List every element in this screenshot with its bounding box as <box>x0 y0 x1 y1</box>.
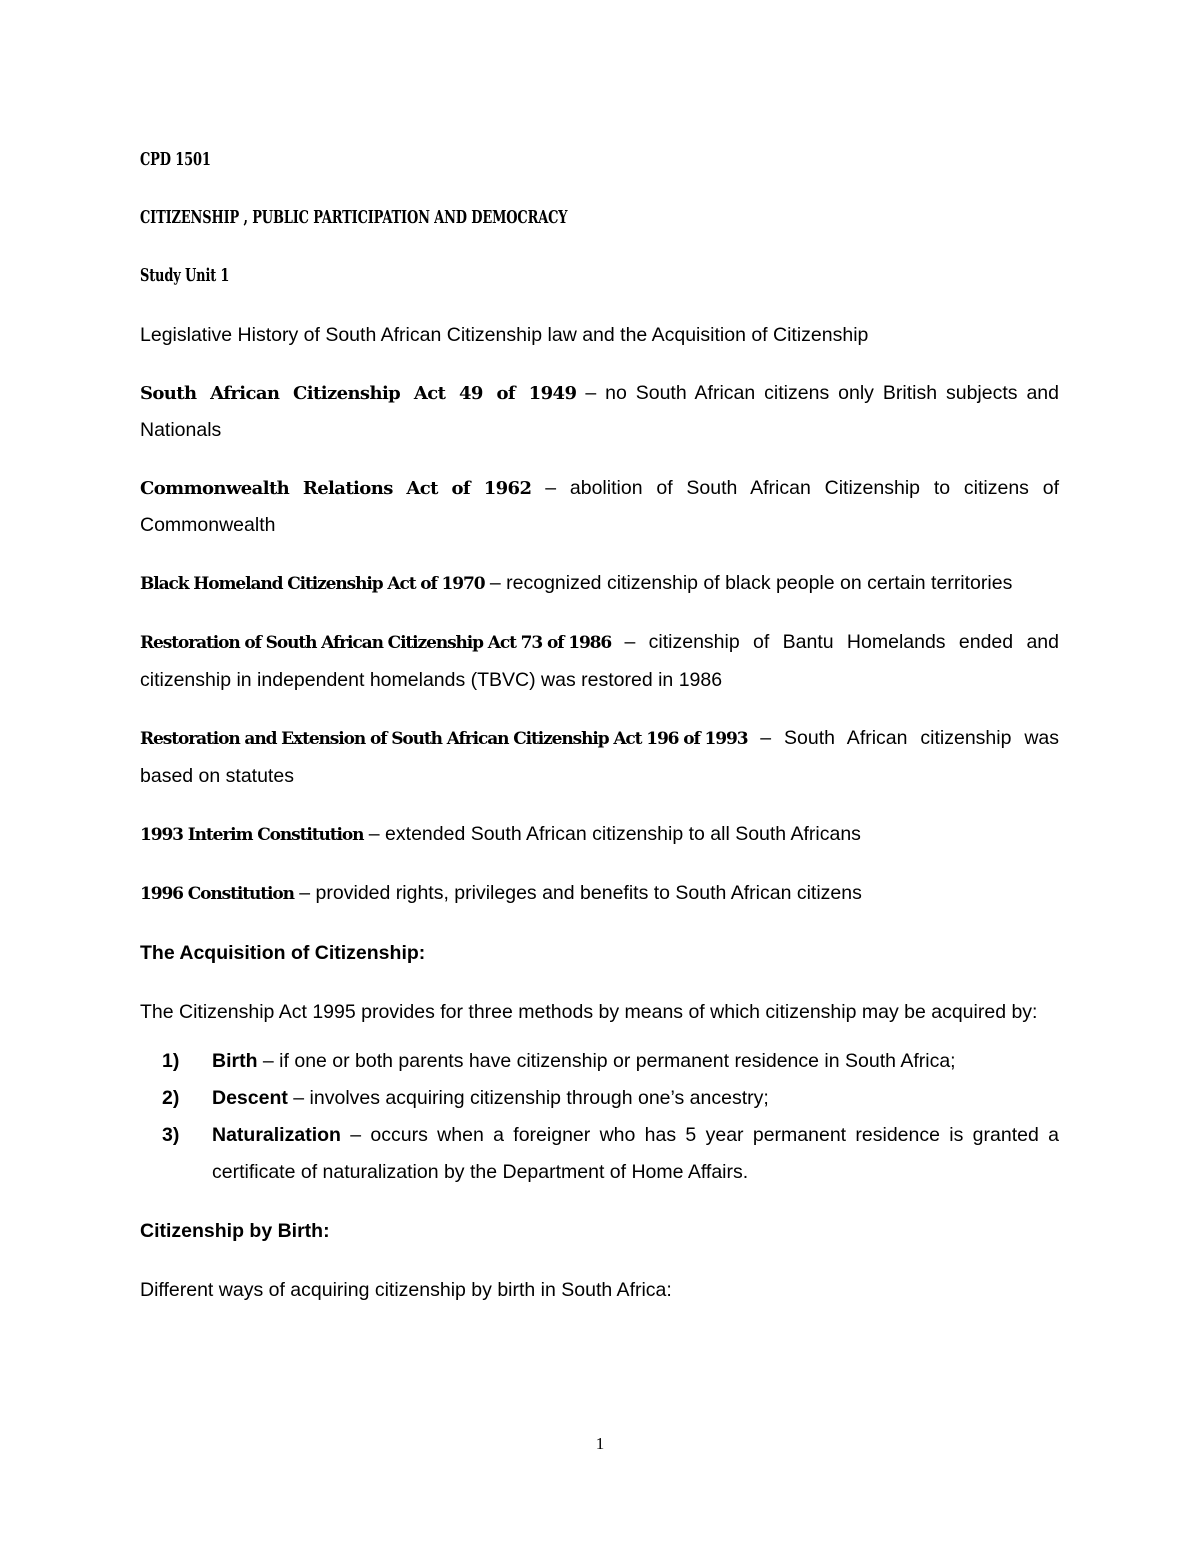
act-description: – no South African citizens only British subjects and Nationals <box>140 382 1059 441</box>
act-entry <box>140 565 1059 603</box>
course-title: CITIZENSHIP , PUBLIC PARTICIPATION AND DEMOCRACY <box>140 207 568 228</box>
act-name: Restoration of South African Citizenship Act 73 of 1986 <box>140 633 612 653</box>
act-description: – provided rights, privileges and benefits to South African citizens <box>293 882 862 904</box>
act-entry <box>140 720 1059 795</box>
page-content <box>140 130 1059 1309</box>
method-description: – occurs when a foreigner who has 5 year permanent residence is granted a certificate of naturalization by the Department of Home Affairs. <box>212 1124 1059 1183</box>
act-entry <box>140 816 1059 854</box>
act-entry <box>140 624 1059 699</box>
act-description: – South African citizenship was based on statutes <box>140 727 1059 787</box>
list-number: 1) <box>162 1050 180 1072</box>
list-item <box>140 1043 1059 1080</box>
act-entry <box>140 875 1059 913</box>
act-name: 1993 Interim Constitution <box>140 825 364 845</box>
act-description: – citizenship of Bantu Homelands ended and citizenship in independent homelands (TBVC) was restored in 1986 <box>140 631 1059 691</box>
act-description: – abolition of South African Citizenship to citizens of Commonwealth <box>140 477 1059 536</box>
act-name: Commonwealth Relations Act of 1962 <box>140 478 532 499</box>
method-description: – if one or both parents have citizenship or permanent residence in South Africa; <box>257 1050 956 1072</box>
list-number: 2) <box>162 1087 180 1109</box>
study-unit-heading: Study Unit 1 <box>140 265 230 286</box>
list-number: 3) <box>162 1124 180 1146</box>
page-number: 1 <box>595 1434 605 1453</box>
section-lead: Legislative History of South African Citizenship law and the Acquisition of Citizenship <box>140 324 869 346</box>
act-entry <box>140 375 1059 449</box>
act-name: Black Homeland Citizenship Act of 1970 <box>140 574 485 594</box>
act-name: South African Citizenship Act 49 of 1949 <box>140 383 577 404</box>
method-term: Naturalization <box>212 1124 341 1146</box>
act-description: – recognized citizenship of black people on certain territories <box>484 572 1013 594</box>
act-name: Restoration and Extension of South African Citizenship Act 196 of 1993 <box>140 729 748 749</box>
act-description: – extended South African citizenship to all South Africans <box>363 823 861 845</box>
acquisition-intro: The Citizenship Act 1995 provides for three methods by means of which citizenship may be acquired by: <box>140 1001 1038 1023</box>
course-code: CPD 1501 <box>140 149 211 170</box>
acquisition-methods-list <box>140 1043 1059 1191</box>
list-item <box>140 1117 1059 1191</box>
acquisition-heading: The Acquisition of Citizenship: <box>140 942 426 964</box>
birth-heading: Citizenship by Birth: <box>140 1220 330 1242</box>
act-name: 1996 Constitution <box>140 884 294 904</box>
list-item <box>140 1080 1059 1117</box>
method-description: – involves acquiring citizenship through one’s ancestry; <box>287 1087 769 1109</box>
act-entry <box>140 470 1059 544</box>
method-term: Descent <box>212 1087 288 1109</box>
method-term: Birth <box>212 1050 258 1072</box>
birth-intro: Different ways of acquiring citizenship by birth in South Africa: <box>140 1279 672 1301</box>
